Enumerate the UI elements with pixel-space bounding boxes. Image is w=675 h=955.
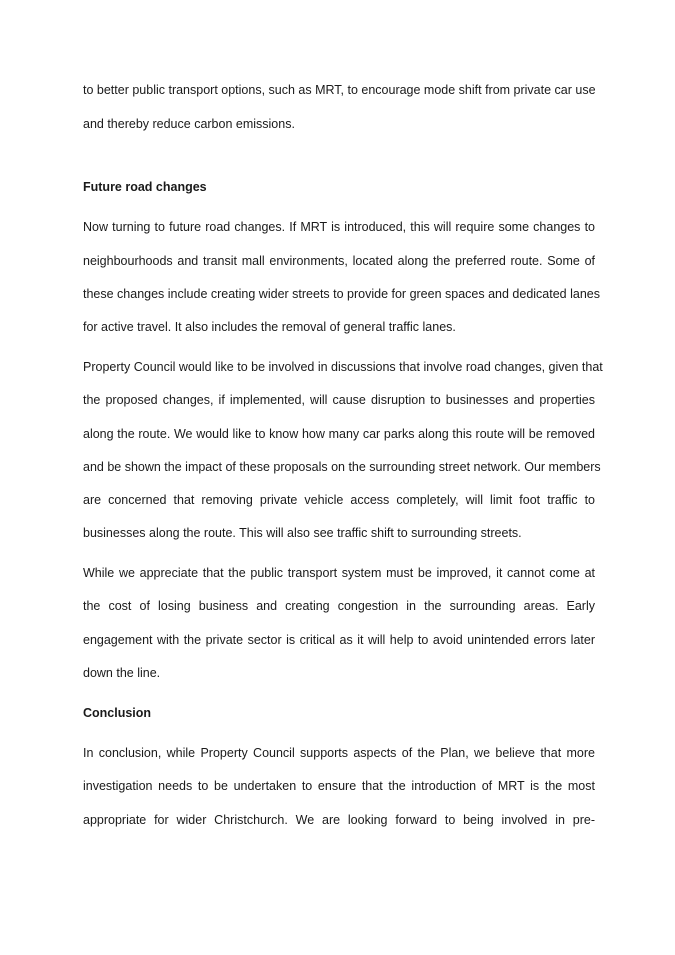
paragraph-line: appropriate for wider Christchurch. We are looking forward to being involved in pre- bbox=[83, 813, 595, 827]
paragraph-line: down the line. bbox=[83, 666, 161, 680]
paragraph-line: neighbourhoods and transit mall environments, located along the preferred route. Some of bbox=[83, 254, 595, 268]
intro-line: to better public transport options, such as MRT, to encourage mode shift from private car use bbox=[83, 83, 596, 97]
section-heading-conclusion: Conclusion bbox=[83, 706, 152, 720]
paragraph-line: In conclusion, while Property Council supports aspects of the Plan, we believe that more bbox=[83, 746, 595, 760]
paragraph-line: investigation needs to be undertaken to ensure that the introduction of MRT is the most bbox=[83, 779, 595, 793]
paragraph-line: Now turning to future road changes. If MRT is introduced, this will require some changes to bbox=[83, 220, 595, 234]
paragraph-line: these changes include creating wider streets to provide for green spaces and dedicated lanes bbox=[83, 287, 600, 301]
paragraph-line: for active travel. It also includes the removal of general traffic lanes. bbox=[83, 320, 456, 334]
intro-line: and thereby reduce carbon emissions. bbox=[83, 117, 295, 131]
paragraph-line: Property Council would like to be involved in discussions that involve road changes, given that bbox=[83, 360, 603, 374]
paragraph-line: the cost of losing business and creating congestion in the surrounding areas. Early bbox=[83, 599, 595, 613]
paragraph-line: the proposed changes, if implemented, will cause disruption to businesses and properties bbox=[83, 393, 595, 407]
paragraph-line: along the route. We would like to know how many car parks along this route will be removed bbox=[83, 427, 595, 441]
paragraph-line: are concerned that removing private vehicle access completely, will limit foot traffic to bbox=[83, 493, 595, 507]
paragraph-line: engagement with the private sector is critical as it will help to avoid unintended errors later bbox=[83, 633, 595, 647]
paragraph-line: businesses along the route. This will also see traffic shift to surrounding streets. bbox=[83, 526, 522, 540]
paragraph-line: and be shown the impact of these proposals on the surrounding street network. Our members bbox=[83, 460, 601, 474]
section-heading-future-road-changes: Future road changes bbox=[83, 180, 207, 194]
paragraph-line: While we appreciate that the public transport system must be improved, it cannot come at bbox=[83, 566, 595, 580]
